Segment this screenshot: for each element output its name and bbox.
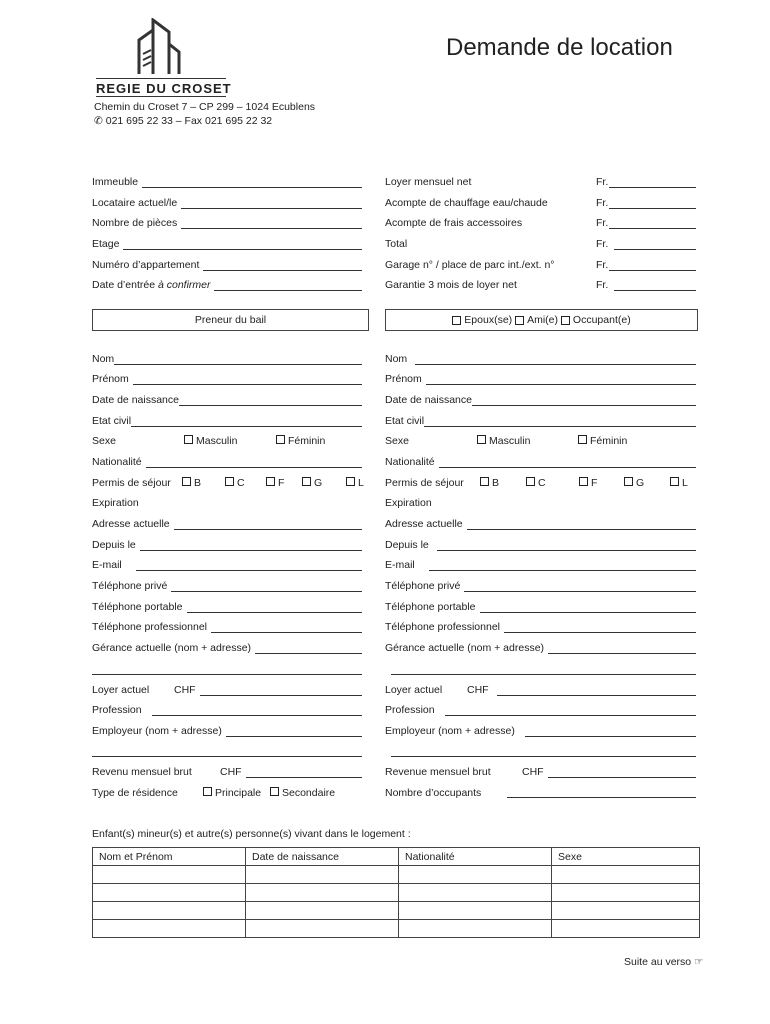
- right-loyer-chf[interactable]: CHF: [467, 684, 696, 696]
- fr-field-6[interactable]: Fr.: [596, 279, 696, 291]
- left-adresse[interactable]: Adresse actuelle: [92, 518, 362, 530]
- fr-field-4[interactable]: Fr.: [596, 238, 696, 250]
- right-depuis[interactable]: Depuis le: [385, 539, 696, 551]
- left-profession[interactable]: Profession: [92, 704, 362, 716]
- right-nationalite[interactable]: Nationalité: [385, 456, 696, 468]
- right-profession[interactable]: Profession: [385, 704, 696, 716]
- table-row[interactable]: [93, 902, 700, 920]
- table-row[interactable]: [93, 866, 700, 884]
- left-expiration[interactable]: Expiration: [92, 497, 139, 509]
- box-co-preneur: Epoux(se) Ami(e) Occupant(e): [385, 309, 698, 331]
- fr-field-2[interactable]: Fr.: [596, 197, 696, 209]
- left-etat-civil[interactable]: Etat civil: [92, 415, 362, 427]
- table-header: Nationalité: [399, 848, 552, 866]
- left-tel-prive[interactable]: Téléphone privé: [92, 580, 362, 592]
- page-title: Demande de location: [446, 34, 673, 61]
- left-permis-b[interactable]: B: [182, 477, 201, 489]
- right-permis-label: Permis de séjour: [385, 477, 464, 489]
- right-revenu-chf[interactable]: CHF: [522, 766, 696, 778]
- table-row[interactable]: [93, 884, 700, 902]
- occupants-label: Nombre d’occupants: [385, 787, 482, 799]
- right-tel-portable[interactable]: Téléphone portable: [385, 601, 696, 613]
- right-permis-l[interactable]: L: [670, 477, 688, 489]
- right-loyer-label: Loyer actuel: [385, 684, 443, 696]
- label-loyer-net: Loyer mensuel net: [385, 176, 472, 188]
- field-appartement[interactable]: Numéro d’appartement: [92, 259, 362, 271]
- phone-line: [94, 115, 272, 127]
- right-employeur[interactable]: Employeur (nom + adresse): [385, 725, 696, 737]
- right-permis-c[interactable]: C: [526, 477, 546, 489]
- checkbox-epoux[interactable]: [452, 316, 461, 325]
- right-sexe-m[interactable]: Masculin: [477, 435, 530, 447]
- left-permis-g[interactable]: G: [302, 477, 322, 489]
- checkbox-occupant[interactable]: [561, 316, 570, 325]
- right-expiration[interactable]: Expiration: [385, 497, 432, 509]
- field-immeuble[interactable]: Immeuble: [92, 176, 362, 188]
- left-sexe-label: Sexe: [92, 435, 116, 447]
- residence-principale[interactable]: Principale: [203, 787, 261, 799]
- left-employeur[interactable]: Employeur (nom + adresse): [92, 725, 362, 737]
- right-naissance[interactable]: Date de naissance: [385, 394, 696, 406]
- box-preneur: Preneur du bail: [92, 309, 369, 331]
- left-sexe-m[interactable]: Masculin: [184, 435, 237, 447]
- right-permis-b[interactable]: B: [480, 477, 499, 489]
- right-email[interactable]: E-mail: [385, 559, 696, 571]
- logo-icon: [125, 18, 185, 76]
- left-permis-l[interactable]: L: [346, 477, 364, 489]
- left-depuis[interactable]: Depuis le: [92, 539, 362, 551]
- label-chauffage: Acompte de chauffage eau/chaude: [385, 197, 548, 209]
- left-sexe-f[interactable]: Féminin: [276, 435, 325, 447]
- field-pieces[interactable]: Nombre de pièces: [92, 217, 362, 229]
- footer-suite: Suite au verso ☞: [624, 956, 704, 968]
- field-date-entree[interactable]: Date d’entrée à confirmer: [92, 279, 362, 291]
- left-employeur-line2[interactable]: [92, 756, 362, 757]
- table-header-row: [93, 848, 700, 866]
- left-nationalite[interactable]: Nationalité: [92, 456, 362, 468]
- field-etage[interactable]: Etage: [92, 238, 362, 250]
- right-nom[interactable]: Nom: [385, 353, 696, 365]
- left-permis-f[interactable]: F: [266, 477, 284, 489]
- phone-number: 021 695 22 33 – Fax 021 695 22 32: [105, 115, 273, 127]
- phone-icon: ✆: [94, 115, 103, 127]
- right-sexe-label: Sexe: [385, 435, 409, 447]
- left-nom[interactable]: Nom: [92, 353, 362, 365]
- residence-secondaire[interactable]: Secondaire: [270, 787, 335, 799]
- field-locataire[interactable]: Locataire actuel/le: [92, 197, 362, 209]
- right-tel-prive[interactable]: Téléphone privé: [385, 580, 696, 592]
- left-revenu-label: Revenu mensuel brut: [92, 766, 192, 778]
- fr-field-3[interactable]: Fr.: [596, 217, 696, 229]
- right-prenom[interactable]: Prénom: [385, 373, 696, 385]
- right-etat-civil[interactable]: Etat civil: [385, 415, 696, 427]
- left-tel-pro[interactable]: Téléphone professionnel: [92, 621, 362, 633]
- right-gerance-line2[interactable]: [391, 674, 696, 675]
- left-gerance[interactable]: Gérance actuelle (nom + adresse): [92, 642, 362, 654]
- table-row[interactable]: [93, 920, 700, 938]
- label-frais: Acompte de frais accessoires: [385, 217, 523, 229]
- residence-label: Type de résidence: [92, 787, 178, 799]
- left-permis-c[interactable]: C: [225, 477, 245, 489]
- right-adresse[interactable]: Adresse actuelle: [385, 518, 696, 530]
- left-tel-portable[interactable]: Téléphone portable: [92, 601, 362, 613]
- right-gerance[interactable]: Gérance actuelle (nom + adresse): [385, 642, 696, 654]
- right-tel-pro[interactable]: Téléphone professionnel: [385, 621, 696, 633]
- left-email[interactable]: E-mail: [92, 559, 362, 571]
- address: Chemin du Croset 7 – CP 299 – 1024 Ecublens: [94, 101, 316, 113]
- fr-field-5[interactable]: Fr.: [596, 259, 696, 271]
- table-header: Sexe: [552, 848, 700, 866]
- right-permis-g[interactable]: G: [624, 477, 644, 489]
- left-gerance-line2[interactable]: [92, 674, 362, 675]
- fr-field-1[interactable]: Fr.: [596, 176, 696, 188]
- left-revenu-chf[interactable]: CHF: [220, 766, 362, 778]
- table-header: Date de naissance: [246, 848, 399, 866]
- left-naissance[interactable]: Date de naissance: [92, 394, 362, 406]
- checkbox-ami[interactable]: [515, 316, 524, 325]
- right-revenu-label: Revenue mensuel brut: [385, 766, 491, 778]
- label-garantie: Garantie 3 mois de loyer net: [385, 279, 517, 291]
- label-garage: Garage n° / place de parc int./ext. n°: [385, 259, 555, 271]
- enfants-title: Enfant(s) mineur(s) et autre(s) personne(s) vivant dans le logement :: [92, 828, 411, 840]
- right-permis-f[interactable]: F: [579, 477, 597, 489]
- left-permis-label: Permis de séjour: [92, 477, 171, 489]
- right-employeur-line2[interactable]: [391, 756, 696, 757]
- label-total: Total: [385, 238, 408, 250]
- left-loyer-chf[interactable]: CHF: [174, 684, 362, 696]
- left-prenom[interactable]: Prénom: [92, 373, 362, 385]
- logo-name: REGIE DU CROSET: [96, 81, 232, 96]
- occupants-field[interactable]: [507, 786, 696, 798]
- table-header: Nom et Prénom: [93, 848, 246, 866]
- right-sexe-f[interactable]: Féminin: [578, 435, 627, 447]
- left-loyer-label: Loyer actuel: [92, 684, 150, 696]
- enfants-table: [92, 847, 700, 938]
